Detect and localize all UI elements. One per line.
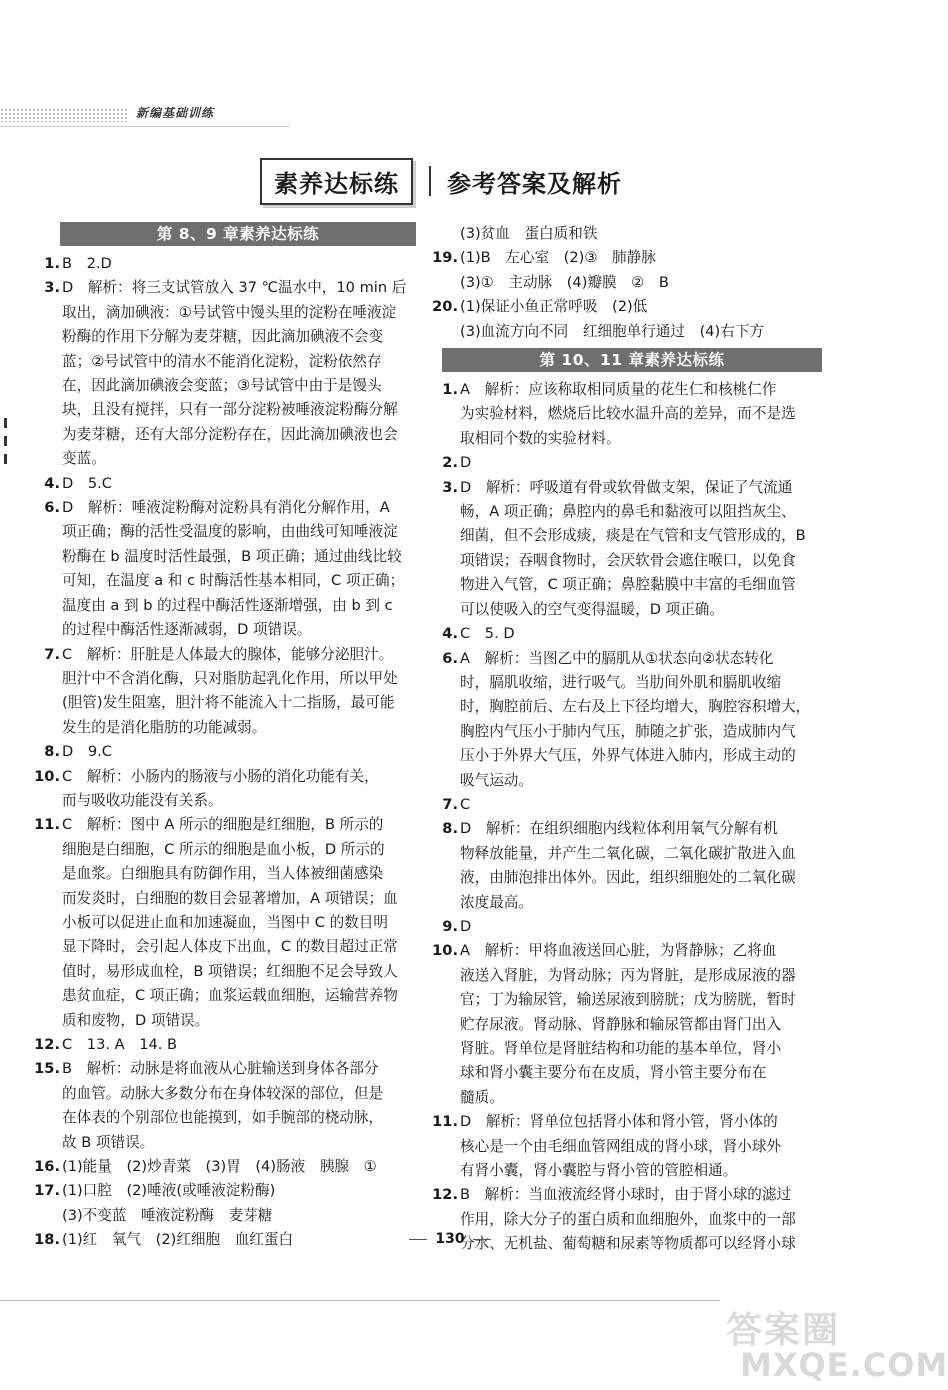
answer-number: 3.	[44, 279, 60, 297]
right-pre-items	[432, 246, 822, 344]
answer-line: 物释放能量，并产生二氧化碳，二氧化碳扩散进入血	[460, 844, 796, 862]
answer-number: 12.	[432, 1186, 458, 1204]
answer-item	[40, 252, 416, 276]
answer-number: 2.	[442, 454, 458, 472]
answer-line: D 解析：唾液淀粉酶对淀粉具有消化分解作用，A	[62, 499, 390, 517]
page-number	[395, 1231, 505, 1247]
answer-line: C	[460, 795, 471, 813]
answer-item	[34, 1228, 416, 1252]
answer-number: 11.	[432, 1113, 458, 1131]
answer-item	[40, 472, 416, 496]
answer-line: 粉酶的作用下分解为麦芽糖，因此滴加碘液不会变	[62, 328, 384, 346]
answer-line: (1)B 左心室 (2)③ 肺静脉	[460, 249, 656, 267]
answer-line: 畅，A 项正确；鼻腔内的鼻毛和黏液可以阻挡灰尘、	[460, 503, 796, 521]
answer-line: C 解析：小肠内的肠液与小肠的消化功能有关，	[62, 767, 379, 785]
answer-number: 10.	[432, 942, 458, 960]
bottom-rule	[0, 1300, 720, 1301]
answer-item	[432, 1110, 822, 1183]
answer-line: (3)血流方向不同 红细胞单行通过 (4)右下方	[460, 322, 765, 340]
watermark-top: 答案圈	[726, 1310, 841, 1351]
header-rule	[0, 126, 290, 127]
answer-line: (3)贫血 蛋白质和铁	[460, 225, 598, 242]
answer-number: 3.	[442, 478, 458, 496]
answer-line: 温度由 a 到 b 的过程中酶活性逐渐增强，由 b 到 c	[62, 596, 393, 614]
section-bar-ch10-11: 第 10、11 章素养达标练	[442, 348, 822, 372]
title-separator	[429, 166, 431, 196]
answer-item	[40, 643, 416, 741]
answer-line: 液送入肾脏，为肾动脉；丙为肾脏，是形成尿液的器	[460, 966, 796, 984]
answer-number: 1.	[442, 381, 458, 399]
answer-line: 发生的是消化脂肪的功能减弱。	[62, 718, 267, 736]
answer-number: 12.	[34, 1036, 60, 1053]
left-column	[34, 222, 416, 1253]
answer-item	[40, 276, 416, 471]
answer-line: 可知，在温度 a 和 c 时酶活性基本相同，C 项正确；	[62, 572, 405, 590]
answer-item	[438, 622, 822, 646]
answer-line: 项错误；吞咽食物时，会厌软骨会遮住喉口，以免食	[460, 551, 796, 569]
answer-line: (1)红 氧气 (2)红细胞 血红蛋白	[62, 1231, 294, 1249]
answer-line: (1)口腔 (2)唾液(或唾液淀粉酶)	[62, 1182, 276, 1200]
answer-number: 7.	[44, 645, 60, 663]
answer-number: 4.	[442, 625, 458, 643]
title-box: 素养达标练	[260, 158, 413, 205]
answer-line: D 解析：将三支试管放入 37 ℃温水中，10 min 后	[62, 279, 407, 297]
answer-line: 液，由肺泡排出体外。因此，组织细胞处的二氧化碳	[460, 869, 796, 887]
answer-item	[432, 295, 822, 344]
answer-number: 15.	[34, 1060, 60, 1078]
answer-line: D 解析：肾单位包括肾小体和肾小管，肾小体的	[460, 1113, 778, 1131]
answer-line: 压小于外界大气压，外界气体进入肺内，形成主动的	[460, 747, 796, 765]
binding-mark	[4, 418, 10, 478]
answer-line: (3)不变蓝 唾液淀粉酶 麦芽糖	[62, 1206, 273, 1224]
answer-line: 核心是一个由毛细血管网组成的肾小球，肾小球外	[460, 1137, 782, 1155]
left-items	[34, 252, 416, 1253]
answer-number: 11.	[34, 816, 60, 834]
answer-line: 显下降时，会引起人体皮下出血，C 的数目超过正常	[62, 938, 398, 956]
answer-number: 6.	[442, 649, 458, 667]
answer-line: A 解析：甲将血液送回心脏，为肾静脉；乙将血	[460, 942, 777, 960]
answer-item	[34, 813, 416, 1033]
answer-line: D 解析：在组织细胞内线粒体利用氧气分解有机	[460, 820, 778, 838]
answer-line: 有肾小囊，肾小囊腔与肾小管的管腔相通。	[460, 1162, 738, 1180]
answer-line: A 解析：当图乙中的膈肌从①状态向②状态转化	[460, 649, 774, 667]
answer-line: (1)能量 (2)炒青菜 (3)胃 (4)肠液 胰腺 ①	[62, 1158, 377, 1176]
answer-line: C 5. D	[460, 625, 515, 643]
answer-number: 20.	[432, 298, 458, 316]
page-title	[260, 160, 622, 202]
answer-line: (1)保证小鱼正常呼吸 (2)低	[460, 298, 648, 316]
watermark-logo	[726, 1302, 948, 1384]
answer-line: 值时，易形成血栓，B 项错误；红细胞不足会导致人	[62, 962, 398, 980]
answer-line: 物进入气管，C 项正确；鼻腔黏膜中丰富的毛细血管	[460, 576, 796, 594]
answer-line: 为实验材料，燃烧后比较水温升高的差异，而不是选	[460, 405, 796, 423]
answer-number: 6.	[44, 499, 60, 517]
answer-item	[34, 1179, 416, 1228]
answer-line: 髓质。	[460, 1088, 504, 1106]
answer-line: B 解析：当血液流经肾小球时，由于肾小球的滤过	[460, 1186, 792, 1204]
answer-line: 时，胸腔前后、左右及上下径均增大，胸腔容积增大，	[460, 698, 811, 716]
watermark-bottom: MXQE.COM	[740, 1346, 948, 1384]
title-subtitle: 参考答案及解析	[447, 169, 622, 198]
answer-line: 胸腔内气压小于肺内气压，肺随之扩张，造成肺内气	[460, 722, 796, 740]
answer-item	[432, 939, 822, 1110]
answer-item	[438, 647, 822, 793]
answer-line: 胆汁中不含消化酶，只对脂肪起乳化作用，所以甲处	[62, 669, 398, 687]
answer-line: 为麦芽糖，还有大部分淀粉存在，因此滴加碘液也会	[62, 425, 398, 443]
answer-line: 在，因此滴加碘液会变蓝；③号试管中由于是馒头	[62, 377, 382, 395]
answer-item	[34, 1033, 416, 1057]
answer-line: D 5.C	[62, 474, 112, 492]
answer-line: 蓝；②号试管中的清水不能消化淀粉，淀粉依然存	[62, 352, 382, 370]
answer-line: A 解析：应该称取相同质量的花生仁和核桃仁作	[460, 381, 777, 399]
answer-item	[40, 496, 416, 642]
answer-line: 官；丁为输尿管，输送尿液到膀胱；戊为膀胱，暂时	[460, 991, 796, 1009]
answer-line: 取出，滴加碘液：①号试管中馒头里的淀粉在唾液淀	[62, 303, 397, 321]
section-bar-ch8-9: 第 8、9 章素养达标练	[60, 222, 416, 246]
answer-line: 时，膈肌收缩，进行吸气。当肋间外肌和膈肌收缩	[460, 673, 782, 691]
answer-number: 18.	[34, 1231, 60, 1249]
answer-line: 项正确；酶的活性受温度的影响，由曲线可知唾液淀	[62, 523, 398, 541]
answer-line: C 13. A 14. B	[62, 1036, 178, 1053]
answer-line: D 9.C	[62, 743, 112, 761]
answer-item	[438, 817, 822, 915]
answer-line: 变蓝。	[62, 450, 106, 468]
answer-number: 16.	[34, 1158, 60, 1176]
answer-line: 而发炎时，白细胞的数目会显著增加，A 项错误；血	[62, 889, 398, 907]
answer-line: B 2.D	[62, 255, 112, 272]
answer-line: 质和废物，D 项错误。	[62, 1011, 210, 1029]
answer-line: 分水、无机盐、葡萄糖和尿素等物质都可以经肾小球	[460, 1235, 796, 1253]
answer-line: 而与吸收功能没有关系。	[62, 791, 223, 809]
answer-number: 9.	[442, 917, 458, 935]
page-number-text: 130	[435, 1231, 465, 1247]
answer-number: 8.	[44, 743, 60, 761]
answer-line: 肾脏。肾单位是肾脏结构和功能的基本单位，肾小	[460, 1040, 782, 1057]
answer-line: 块，且没有搅拌，只有一部分淀粉被唾液淀粉酶分解	[62, 401, 398, 419]
answer-line: 在体表的个别部位也能摸到，如手腕部的桡动脉，	[62, 1109, 384, 1127]
answer-line: 患贫血症，C 项正确；血浆运载血细胞，运输营养物	[62, 987, 398, 1005]
answer-line: 粉酶在 b 温度时活性最强，B 项正确；通过曲线比较	[62, 547, 402, 565]
answer-item	[438, 793, 822, 817]
answer-item	[432, 246, 822, 295]
answer-number: 8.	[442, 820, 458, 838]
answer-line: 吸气运动。	[460, 771, 533, 789]
answer-line: 细胞是白细胞，C 所示的细胞是血小板，D 所示的	[62, 840, 385, 858]
answer-line: C 解析：图中 A 所示的细胞是红细胞，B 所示的	[62, 816, 384, 834]
answer-item	[34, 1155, 416, 1179]
answer-line: 是血浆。白细胞具有防御作用，当人体被细菌感染	[62, 865, 384, 883]
answer-number: 19.	[432, 249, 458, 267]
header-strip	[0, 100, 300, 130]
answer-line: 的过程中酶活性逐渐减弱，D 项错误。	[62, 621, 312, 639]
right-items	[432, 378, 822, 1257]
right-column	[432, 222, 822, 1257]
answer-line: 的血管。动脉大多数分布在身体较深的部位，但是	[62, 1084, 384, 1102]
answer-line: D	[460, 454, 472, 472]
answer-item	[438, 378, 822, 451]
answer-line: 球和肾小囊主要分布在皮质，肾小管主要分布在	[460, 1064, 767, 1082]
header-label: 新编基础训练	[136, 106, 215, 120]
answer-item	[34, 1057, 416, 1155]
answer-line: B 解析：动脉是将血液从心脏输送到身体各部分	[62, 1060, 379, 1078]
answer-item	[34, 765, 416, 814]
answer-line: 取相同个数的实验材料。	[460, 429, 621, 447]
answer-item	[40, 740, 416, 764]
answer-line: D	[460, 917, 472, 935]
answer-line: 细菌，但不会形成痰，痰是在气管和支气管形成的，B	[460, 527, 806, 545]
answer-line: 贮存尿液。肾动脉、肾静脉和输尿管都由肾门出入	[460, 1015, 782, 1033]
answer-line: D 解析：呼吸道有骨或软骨做支架，保证了气流通	[460, 478, 793, 496]
answer-line: 作用，除大分子的蛋白质和血细胞外，血浆中的一部	[460, 1210, 796, 1228]
answer-line: 可以使吸入的空气变得温暖，D 项正确。	[460, 600, 724, 618]
right-pre-lines	[438, 222, 822, 246]
answer-line: (3)① 主动脉 (4)瓣膜 ② B	[460, 273, 669, 291]
answer-line: 小板可以促进止血和加速凝血，当图中 C 的数目明	[62, 913, 388, 931]
answer-line: (胆管)发生阻塞，胆汁将不能流入十二指肠，最可能	[62, 694, 395, 712]
answer-number: 1.	[44, 255, 60, 272]
answer-line: 故 B 项错误。	[62, 1133, 155, 1151]
answer-line: 浓度最高。	[460, 893, 533, 911]
header-dots	[0, 108, 128, 122]
answer-number: 7.	[442, 795, 458, 813]
answer-number: 4.	[44, 474, 60, 492]
answer-line: C 解析：肝脏是人体最大的腺体，能够分泌胆汁。	[62, 645, 394, 663]
answer-number: 10.	[34, 767, 60, 785]
answer-item	[438, 476, 822, 622]
answer-number: 17.	[34, 1182, 60, 1200]
answer-item	[438, 451, 822, 475]
answer-item	[438, 915, 822, 939]
